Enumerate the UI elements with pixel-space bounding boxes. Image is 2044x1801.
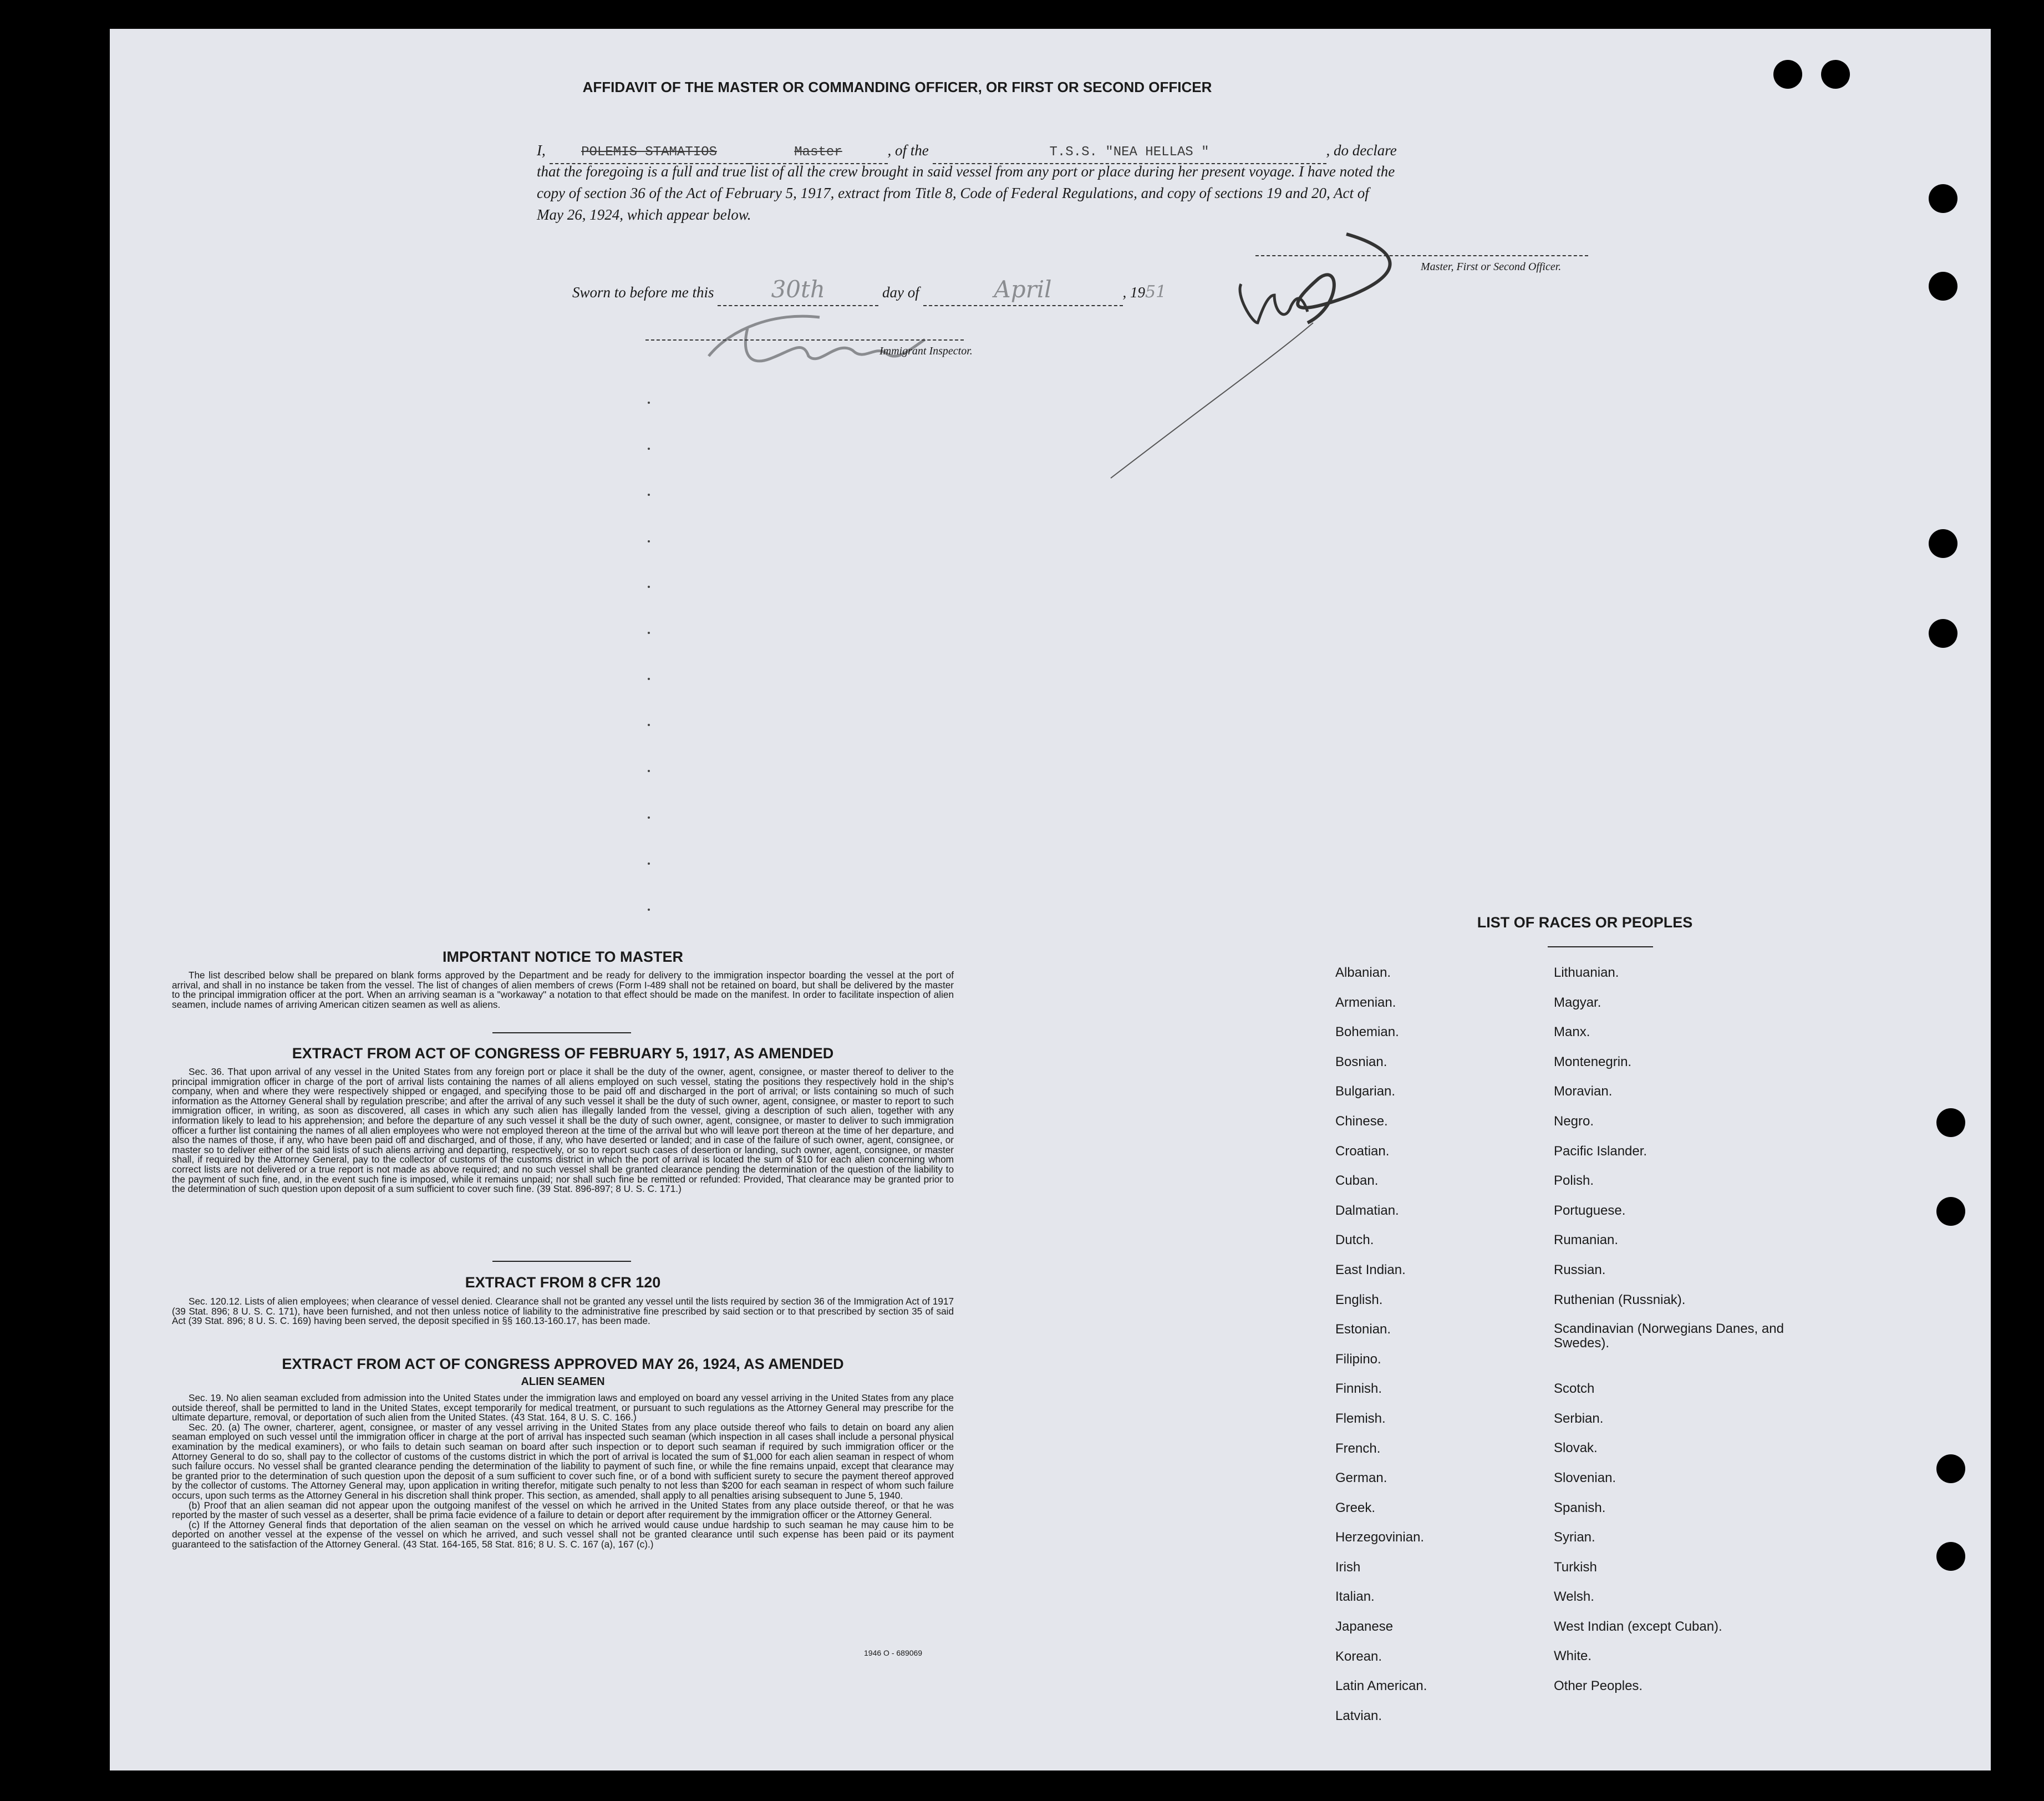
- day-of-label: day of: [882, 284, 919, 301]
- margin-dot: [648, 586, 650, 588]
- race-item: East Indian.: [1335, 1262, 1406, 1277]
- race-item: West Indian (except Cuban).: [1554, 1619, 1722, 1634]
- margin-dot: [648, 540, 650, 542]
- punch-hole: [1773, 60, 1802, 89]
- race-item: Armenian.: [1335, 995, 1396, 1010]
- extract-cfr-text: [172, 1297, 954, 1326]
- margin-dot: [648, 909, 650, 911]
- punch-hole: [1936, 1197, 1965, 1226]
- race-item: Estonian.: [1335, 1322, 1391, 1337]
- divider: [492, 1261, 631, 1262]
- margin-dot: [648, 448, 650, 450]
- of-the-label: , of the: [887, 142, 929, 159]
- notice-text: [172, 971, 954, 1009]
- margin-dot: [648, 402, 650, 404]
- punch-hole: [1929, 619, 1957, 648]
- race-item: Polish.: [1554, 1173, 1594, 1189]
- punch-hole: [1929, 184, 1957, 213]
- master-signature-scrawl: [1108, 212, 1618, 500]
- race-item: Greek.: [1335, 1500, 1376, 1515]
- race-item: Serbian.: [1554, 1411, 1604, 1426]
- race-item: Negro.: [1554, 1113, 1594, 1129]
- race-item: Filipino.: [1335, 1351, 1381, 1367]
- sec-36-paragraph: Sec. 36. That upon arrival of any vessel in the United States from any foreign port or place it shall be the duty of the owner, agent, consignee, or master thereof to deliver to the principal immigration officer in charge of the port of arrival lists containing the names of all aliens employed on such vessel, stating the positions they respectively hold in the ship's company, when and where they were respectively shipped or engaged, and specifying those to be paid off and discharged in the port of arrival; or lists containing so much of such information as the Attorney General shall by regulation prescribe; and after the arrival of any such vessel it shall be the duty of such owner, agent, consignee, or master to report to such immigration officer, in writing, as soon as discovered, all cases in which any such alien has illegally landed from the vessel, giving a description of such alien, together with any information likely to lead to his apprehension; and before the departure of any such vessel it shall be the duty of such owner, agent, consignee, or master to deliver to such immigration officer a further list containing the names of all alien employees who were not employed thereon at the time of the arrival but who will leave port thereon at the time of her departure, and also the names of those, if any, who have been paid off and discharged, and of those, if any, who have deserted or landed; and in case of the failure of such owner, agent, consignee, or master so to deliver either of the said lists of such aliens arriving and departing, respectively, or so to report such cases of desertion or landing, such owner, agent, consignee, or master shall, if required by the Attorney General, pay to the collector of customs of the customs district in which the port of arrival is located the sum of $10 for each alien concerning whom correct lists are not delivered or a true report is not made as above required; and no such vessel shall be granted clearance pending the determination of the question of the liability to the payment of such fine, and, in the event such fine is imposed, while it remains unpaid; nor shall such fine be remitted or refunded: Provided, That clearance may be granted prior to the determination of such question upon deposit of a sum sufficient to cover such fine. (39 Stat. 896-897; 8 U. S. C. 171.): [172, 1066, 954, 1195]
- margin-dot: [648, 678, 650, 680]
- sec-19-paragraph: Sec. 19. No alien seaman excluded from admission into the United States under the immigration laws and employed on board any vessel arriving in the United States from any place outside thereof, shall be permitted to land in the United States, except temporarily for medical treatment, or pursuant to such regulations as the Attorney General may prescribe for the ultimate departure, removal, or deportation of such alien from the United States. (43 Stat. 164, 8 U. S. C. 166.): [172, 1392, 954, 1423]
- race-item: Rumanian.: [1554, 1232, 1619, 1248]
- punch-hole: [1936, 1108, 1965, 1137]
- sworn-day-field: [718, 278, 878, 306]
- extract-1924-text: [172, 1393, 954, 1550]
- divider: [492, 1032, 631, 1033]
- declaration-line-4: May 26, 1924, which appear below.: [537, 206, 751, 223]
- margin-dot: [648, 816, 650, 819]
- race-item: German.: [1335, 1470, 1387, 1486]
- race-item: Cuban.: [1335, 1173, 1379, 1189]
- race-item: Scotch: [1554, 1381, 1595, 1397]
- race-item: Welsh.: [1554, 1589, 1594, 1605]
- race-item: Albanian.: [1335, 965, 1391, 980]
- sworn-month-handwriting: April: [994, 276, 1052, 303]
- race-item: Lithuanian.: [1554, 965, 1619, 980]
- declaration-line-3: copy of section 36 of the Act of February 5, 1917, extract from Title 8, Code of Federal Regulations, and copy of sections 19 and 20, Act of: [537, 185, 1369, 201]
- race-item: Manx.: [1554, 1024, 1590, 1040]
- vessel-field: T.S.S. "NEA HELLAS ": [933, 141, 1326, 164]
- race-item: Japanese: [1335, 1619, 1394, 1635]
- race-item: Syrian.: [1554, 1530, 1595, 1545]
- punch-hole: [1936, 1542, 1965, 1571]
- race-item: Bohemian.: [1335, 1024, 1399, 1040]
- race-item: Dutch.: [1335, 1232, 1374, 1248]
- race-item: Latin American.: [1335, 1678, 1427, 1694]
- rank-field: Master: [749, 141, 888, 164]
- sworn-day-handwriting: 30th: [771, 276, 825, 303]
- extract-1917-title: EXTRACT FROM ACT OF CONGRESS OF FEBRUARY 5, 1917, AS AMENDED: [292, 1045, 834, 1062]
- race-item: English.: [1335, 1292, 1383, 1307]
- margin-dot: [648, 770, 650, 772]
- race-item: Flemish.: [1335, 1411, 1386, 1426]
- margin-dot: [648, 724, 650, 726]
- race-item: Latvian.: [1335, 1708, 1382, 1723]
- sec-20a-paragraph: Sec. 20. (a) The owner, charterer, agent, consignee, or master of any vessel arriving in the United States from any place outside thereof who fails to detain on board any alien seaman employed on such vessel until the immigration officer in charge at the port of arrival has inspected such seaman (which inspection in all cases shall include a personal physical examination by the medical examiners), or who fails to detain such seaman on board after such inspection or to deport such seaman if required by such immigration officer or the Attorney General to do so, shall pay to the collector of customs of the customs district in which the port of arrival is located the sum of $1,000 for each alien seaman in respect of whom such failure occurs. No vessel shall be granted clearance pending the determination of the liability to payment of such fine, or while the fine remains unpaid, except that clearance may be granted prior to the determination of such question upon the deposit of a sum sufficient to cover such fine, or of a bond with sufficient surety to secure the payment thereof approved by the collector of customs. The Attorney General may, upon application in writing therefor, mitigate such penalty to not less than $200 for each seaman in respect of whom such failure occurs, upon such terms as the Attorney General in his discretion shall think proper. This section, as amended, shall apply to all penalties arising subsequent to June 5, 1940.: [172, 1421, 954, 1501]
- divider: [1548, 946, 1653, 947]
- punch-hole: [1936, 1454, 1965, 1483]
- race-item: Dalmatian.: [1335, 1203, 1399, 1218]
- extract-1924-title: EXTRACT FROM ACT OF CONGRESS APPROVED MAY 26, 1924, AS AMENDED: [282, 1356, 844, 1372]
- margin-dot: [648, 494, 650, 496]
- race-item: Herzegovinian.: [1335, 1530, 1425, 1545]
- punch-hole: [1821, 60, 1850, 89]
- sworn-line: [572, 278, 1293, 306]
- extract-cfr-title: EXTRACT FROM 8 CFR 120: [465, 1274, 661, 1291]
- affidavit-title: AFFIDAVIT OF THE MASTER OR COMMANDING OFFICER, OR FIRST OR SECOND OFFICER: [582, 79, 1212, 95]
- sec-20b-paragraph: (b) Proof that an alien seaman did not appear upon the outgoing manifest of the vessel on which he arrived in the United States from any place outside thereof, or that he was reported by the master of such vessel as a deserter, shall be prima facie evidence of a failure to detain or deport after requirement by the immigration officer or the Attorney General.: [172, 1499, 954, 1521]
- races-left-column: [1335, 965, 1540, 1738]
- race-item: Other Peoples.: [1554, 1678, 1643, 1694]
- race-item: Finnish.: [1335, 1381, 1382, 1397]
- race-item: Italian.: [1335, 1589, 1375, 1605]
- race-item: Russian.: [1554, 1262, 1606, 1277]
- extract-1917-text: [172, 1067, 954, 1194]
- race-item: Bulgarian.: [1335, 1084, 1396, 1099]
- race-item: Turkish: [1554, 1559, 1597, 1575]
- race-item: Croatian.: [1335, 1143, 1390, 1159]
- race-item: Scandinavian (Norwegians Danes, and Swedes).: [1554, 1321, 1784, 1351]
- race-item: Ruthenian (Russniak).: [1554, 1292, 1686, 1307]
- do-declare-label: , do declare: [1326, 142, 1397, 159]
- sworn-label: Sworn to before me this: [572, 284, 714, 301]
- race-item: Slovak.: [1554, 1440, 1598, 1456]
- extract-1924-subtitle: ALIEN SEAMEN: [521, 1376, 605, 1388]
- document-sheet: [110, 29, 1991, 1770]
- declaration-line-2: that the foregoing is a full and true list of all the crew brought in said vessel from any port or place during her present voyage. I have noted the: [537, 163, 1395, 180]
- year-suffix: 51: [1145, 282, 1167, 302]
- race-item: Moravian.: [1554, 1084, 1613, 1099]
- sec-120-12-paragraph: Sec. 120.12. Lists of alien employees; when clearance of vessel denied. Clearance shall not be granted any vessel until the lists required by section 36 of the Immigration Act of 1917 (39 Stat. 896; 8 U. S. C. 171), have been furnished, and not then unless notice of liability to the administrative fine prescribed by said section or to that prescribed by section 35 of said Act (39 Stat. 896; 8 U. S. C. 169) having been served, the deposit specified in §§ 160.13-160.17, has been made.: [172, 1296, 954, 1327]
- master-name-field: POLEMIS STAMATIOS: [550, 141, 749, 164]
- notice-paragraph: The list described below shall be prepared on blank forms approved by the Department and be ready for delivery to the immigration inspector boarding the vessel at the port of arrival, and shall in no instance be taken from the vessel. The list of changes of alien members of crews (Form I-489 shall not be retained on board, but shall be delivered by the master to the principal immigration officer at the port. When an arriving seaman is a "workaway" a notation to that effect should be made on the manifest. In order to facilitate inspection of alien seamen, include names of arriving American citizen seamen as well as aliens.: [172, 970, 954, 1010]
- race-item: Bosnian.: [1335, 1054, 1387, 1069]
- race-item: Pacific Islander.: [1554, 1143, 1648, 1159]
- race-item: Chinese.: [1335, 1113, 1388, 1129]
- race-item: Montenegrin.: [1554, 1054, 1632, 1069]
- races-right-column: [1554, 965, 1787, 1708]
- sec-20c-paragraph: (c) If the Attorney General finds that deportation of the alien seaman on the vessel on which he arrived would cause undue hardship to such seaman he may cause him to be deported on another vessel at the expense of the vessel on which he arrived, and such vessel shall not be granted clearance until such expense has been paid or its payment guaranteed to the satisfaction of the Attorney General. (43 Stat. 164-165, 58 Stat. 816; 8 U. S. C. 167 (a), 167 (c).): [172, 1519, 954, 1550]
- signature-caption: Master, First or Second Officer.: [1421, 261, 1562, 273]
- race-item: Slovenian.: [1554, 1470, 1616, 1485]
- race-item: Portuguese.: [1554, 1203, 1626, 1218]
- inspector-caption: Immigrant Inspector.: [879, 345, 973, 357]
- race-item: Korean.: [1335, 1648, 1382, 1664]
- punch-hole: [1929, 272, 1957, 301]
- punch-hole: [1929, 529, 1957, 558]
- margin-dot: [648, 863, 650, 865]
- race-item: French.: [1335, 1440, 1381, 1456]
- race-item: Magyar.: [1554, 995, 1601, 1010]
- notice-title: IMPORTANT NOTICE TO MASTER: [443, 948, 683, 965]
- races-title: LIST OF RACES OR PEOPLES: [1477, 914, 1693, 931]
- sworn-month-field: [923, 278, 1123, 306]
- year-prefix: , 19: [1122, 284, 1145, 301]
- i-label: I,: [537, 142, 546, 159]
- race-item: Irish: [1335, 1559, 1361, 1575]
- race-item: White.: [1554, 1648, 1592, 1664]
- race-item: Spanish.: [1554, 1500, 1606, 1515]
- print-code: 1946 O - 689069: [864, 1648, 923, 1657]
- margin-dot: [648, 632, 650, 634]
